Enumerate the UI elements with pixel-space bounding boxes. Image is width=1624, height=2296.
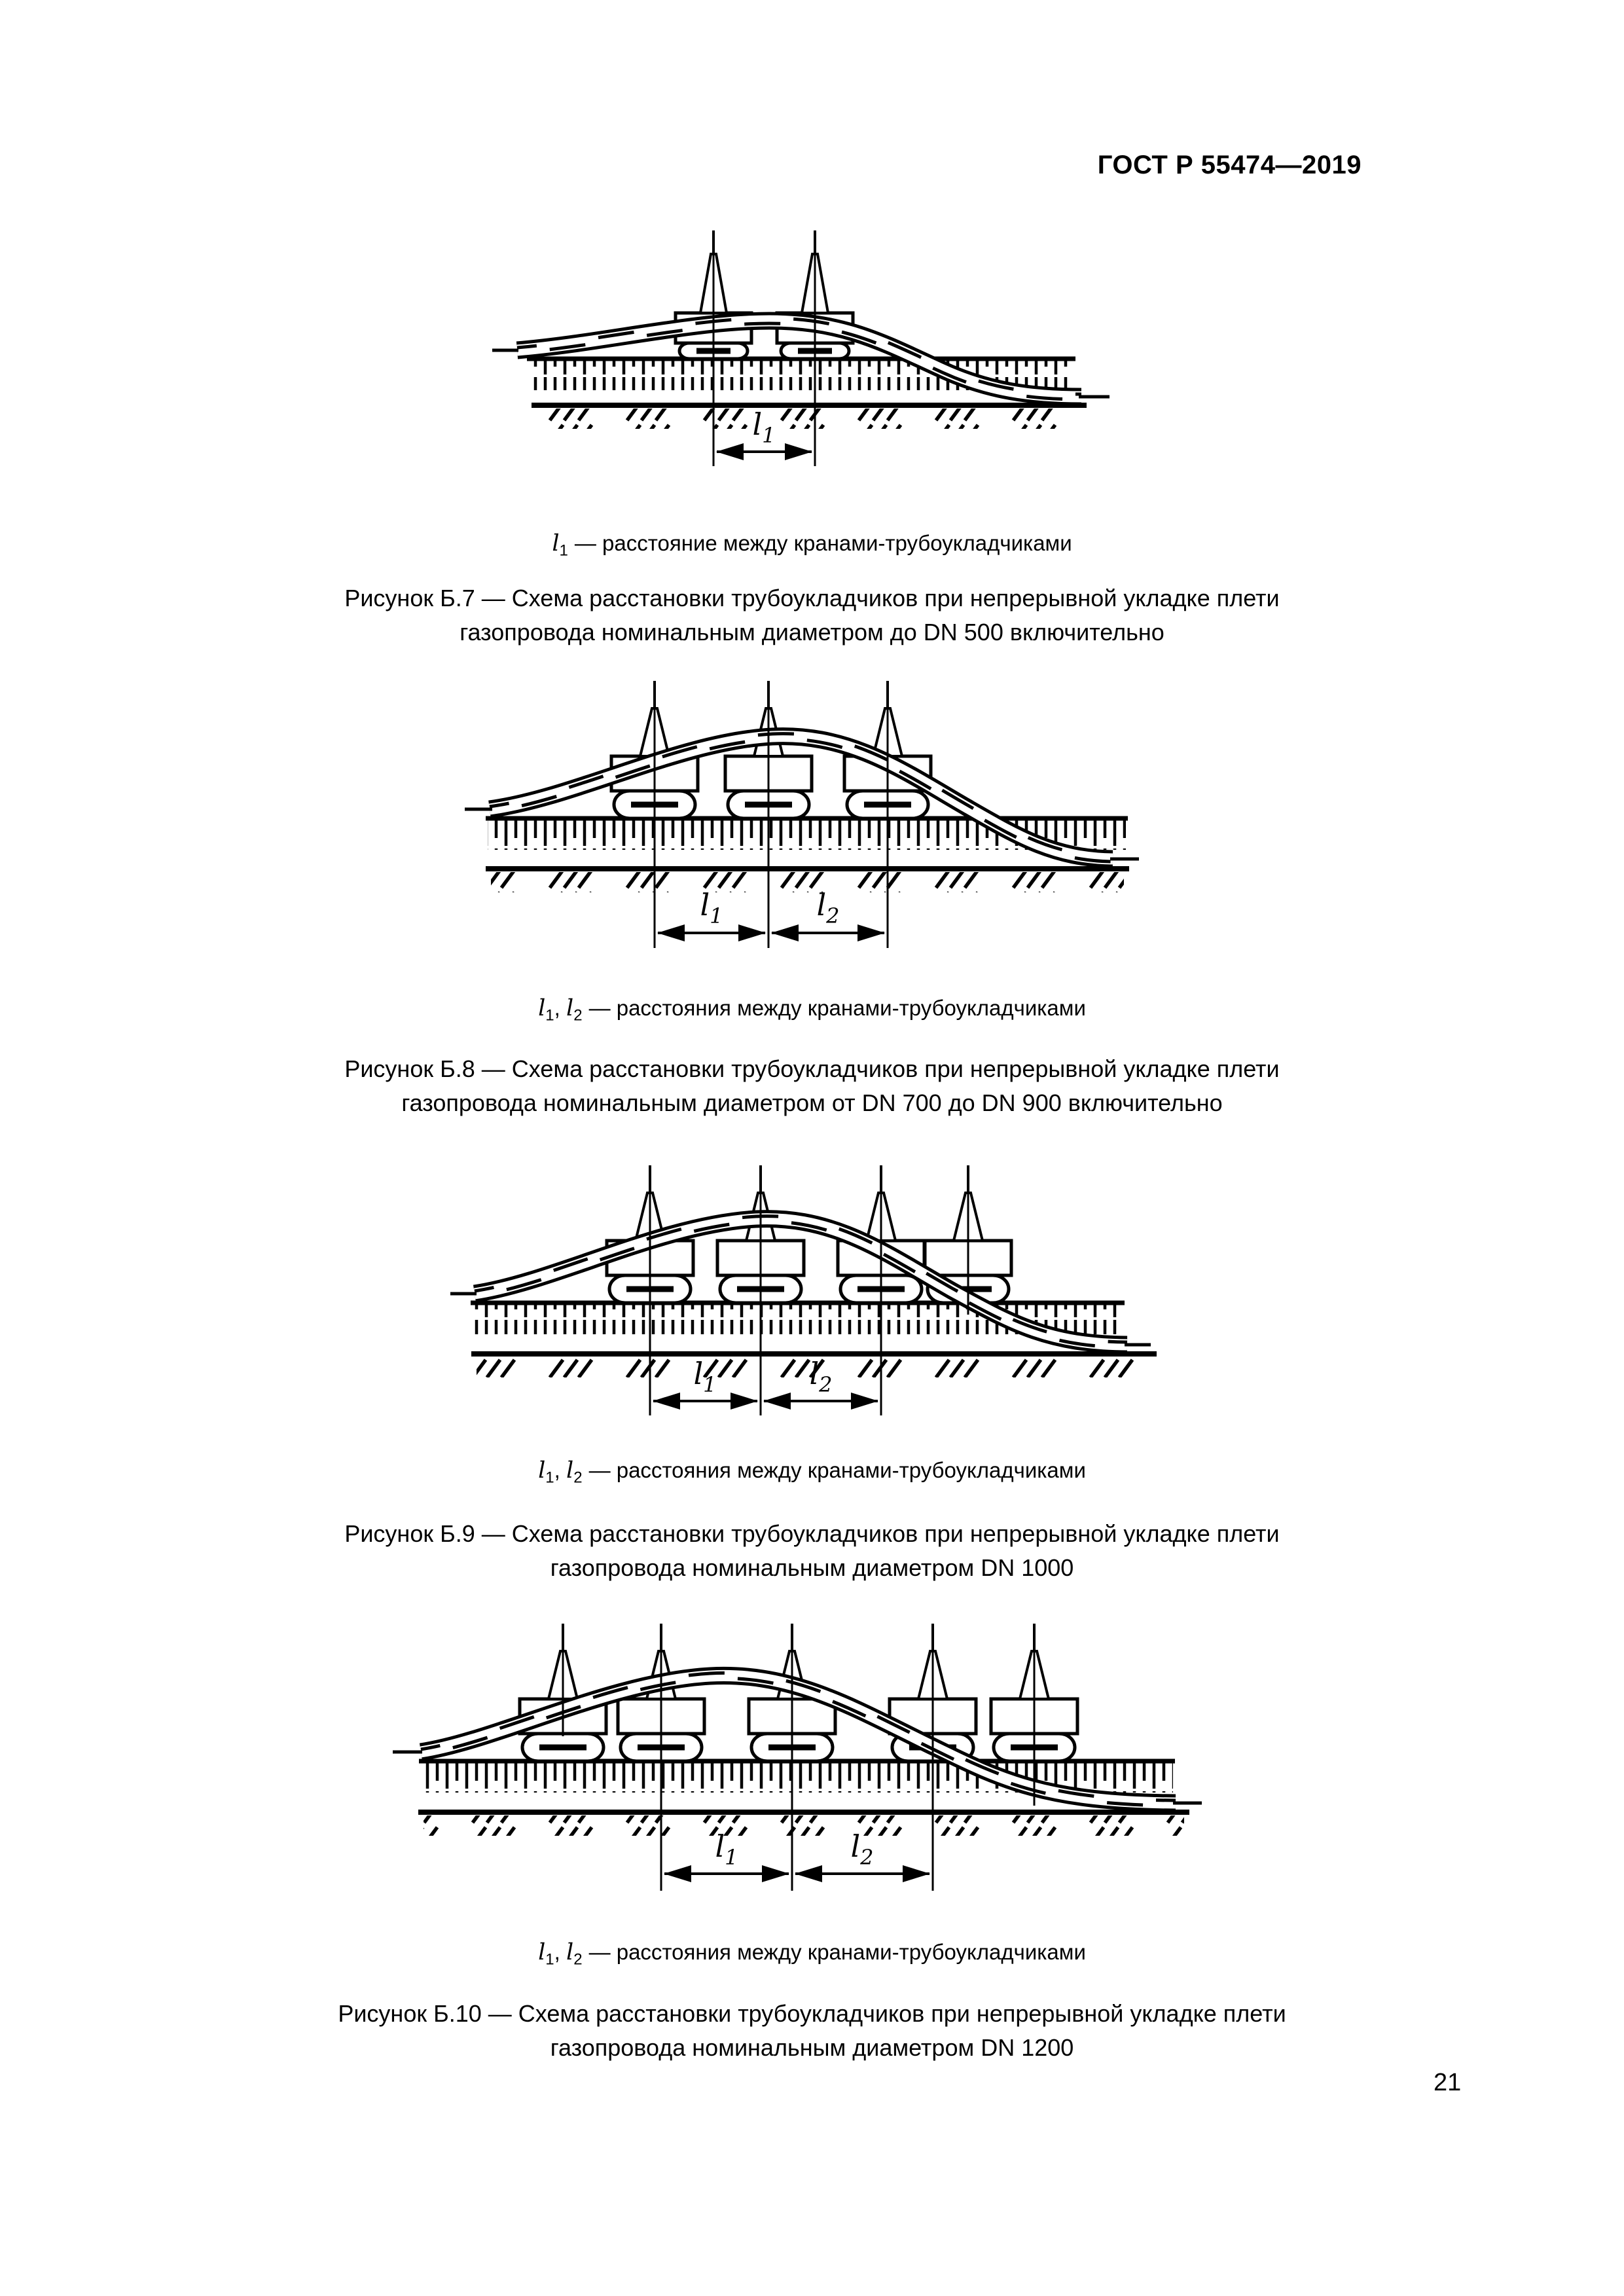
legend-symbol: $l_1$: [552, 530, 568, 560]
page-header: ГОСТ Р 55474—2019: [1097, 151, 1362, 179]
caption-line: Рисунок Б.10 — Схема расстановки трубоукладчиков при непрерывной укладке плети: [338, 2000, 1286, 2027]
legend-text: — расстояния между кранами-трубоукладчиками: [588, 1940, 1086, 1964]
figure-b10-diagram: [393, 1624, 1202, 1891]
legend-separator: ,: [554, 1940, 566, 1964]
caption-line: газопровода номинальным диаметром DN 1200: [550, 2034, 1074, 2061]
legend-text: — расстояние между кранами-трубоукладчиками: [574, 531, 1072, 555]
dim-label-l1: $l_1$: [700, 887, 723, 928]
caption-line: Рисунок Б.7 — Схема расстановки трубоукладчиков при непрерывной укладке плети: [344, 585, 1280, 611]
page-number: 21: [1434, 2069, 1462, 2096]
dim-label-l2: $l_2$: [809, 1356, 833, 1397]
legend-text: — расстояния между кранами-трубоукладчиками: [588, 996, 1086, 1020]
figure-b10-caption: [0, 1997, 1624, 2065]
figure-b9-legend: [0, 1457, 1624, 1487]
dim-label-l1: $l_1$: [693, 1356, 717, 1397]
figure-b8-diagram: [465, 681, 1139, 948]
legend-separator: ,: [554, 1458, 566, 1482]
figure-b8-caption: [0, 1052, 1624, 1120]
dim-label-l2: $l_2$: [816, 887, 840, 928]
dim-label-l1: $l_1$: [715, 1829, 738, 1870]
legend-symbol: $l_2$: [566, 995, 583, 1025]
caption-line: Рисунок Б.8 — Схема расстановки трубоукладчиков при непрерывной укладке плети: [344, 1055, 1280, 1082]
trench-bottom: [486, 869, 1129, 892]
legend-symbol: $l_1$: [538, 1939, 554, 1969]
figure-b9-diagram: [450, 1165, 1157, 1415]
figure-b7-legend: [0, 530, 1624, 560]
trench-bottom: [532, 405, 1087, 429]
legend-text: — расстояния между кранами-трубоукладчиками: [588, 1458, 1086, 1482]
caption-line: Рисунок Б.9 — Схема расстановки трубоукладчиков при непрерывной укладке плети: [344, 1520, 1280, 1547]
legend-separator: ,: [554, 996, 566, 1020]
figure-b10-legend: [0, 1939, 1624, 1969]
figure-b9-caption: [0, 1517, 1624, 1585]
dim-label-l1: $l_1$: [752, 407, 776, 448]
legend-symbol: $l_2$: [566, 1939, 583, 1969]
legend-symbol: $l_1$: [538, 1457, 554, 1487]
caption-line: газопровода номинальным диаметром от DN 700 до DN 900 включительно: [401, 1089, 1223, 1116]
caption-line: газопровода номинальным диаметром до DN 500 включительно: [460, 619, 1164, 646]
dim-label-l2: $l_2$: [850, 1829, 874, 1870]
legend-symbol: $l_1$: [538, 995, 554, 1025]
caption-line: газопровода номинальным диаметром DN 1000: [550, 1554, 1074, 1581]
trench-bottom: [418, 1812, 1189, 1836]
figure-b8-legend: [0, 995, 1624, 1025]
legend-symbol: $l_2$: [566, 1457, 583, 1487]
figure-b7-diagram: [492, 230, 1110, 466]
figure-b7-caption: [0, 581, 1624, 649]
